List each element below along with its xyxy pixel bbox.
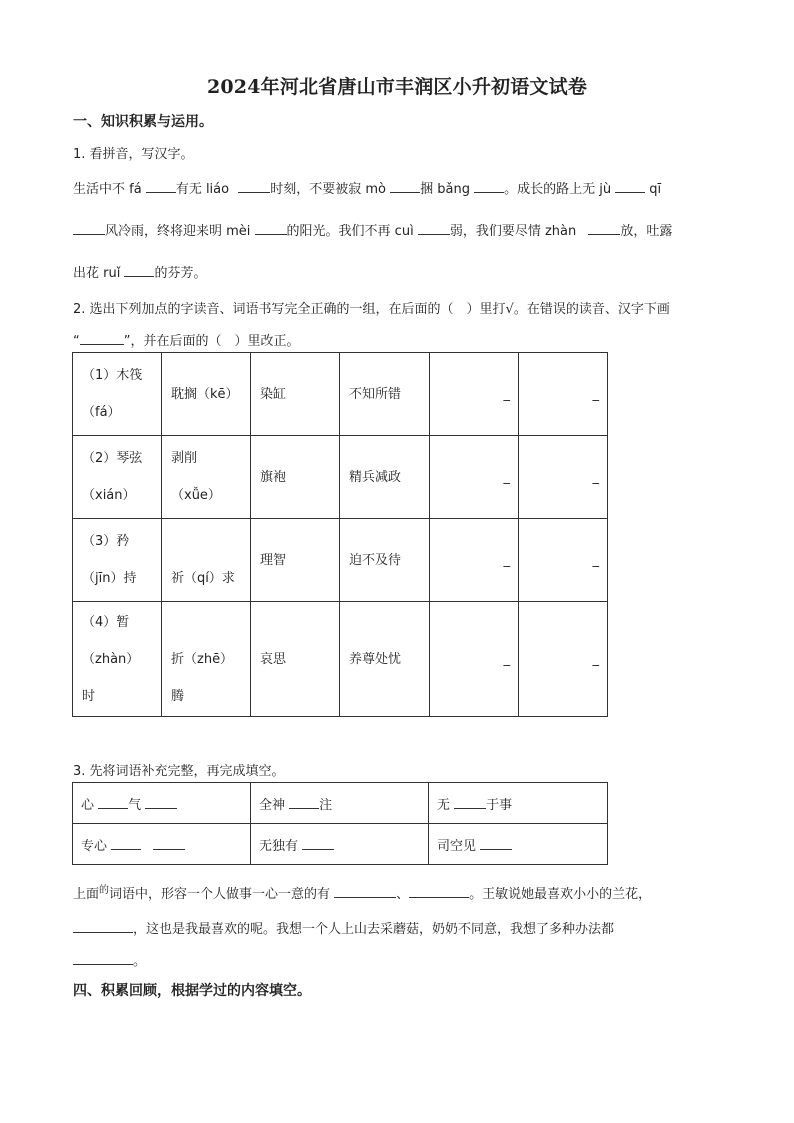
text-segment: 放，吐露 — [620, 224, 673, 239]
question-3-paragraph-line-3: 。 — [73, 950, 146, 969]
question-2-table — [72, 352, 608, 717]
idiom-cell: 全神 注 — [251, 783, 429, 824]
table-cell: 染缸 — [251, 353, 340, 436]
answer-blank[interactable] — [302, 837, 334, 850]
text-segment: 生活中不 fá — [73, 182, 146, 197]
idiom-cell: 心 气 — [73, 783, 251, 824]
idiom-cell: 司空见 — [429, 824, 608, 865]
idiom-cell: 无 于事 — [429, 783, 608, 824]
table-row — [73, 519, 608, 602]
answer-cell[interactable]: _ — [430, 436, 519, 519]
answer-blank[interactable] — [474, 180, 504, 193]
answer-blank[interactable] — [588, 222, 620, 235]
table-row — [73, 436, 608, 519]
table-cell: 旗袍 — [251, 436, 340, 519]
table-cell: 折（zhē） 腾 — [162, 602, 251, 717]
question-1-heading: 1. 看拼音，写汉字。 — [73, 147, 194, 162]
answer-blank[interactable] — [289, 796, 319, 809]
table-cell: 迫不及待 — [340, 519, 430, 602]
table-cell: （4）暂 （zhàn） 时 — [73, 602, 162, 717]
answer-blank[interactable] — [145, 796, 177, 809]
table-row — [73, 353, 608, 436]
text-segment: 时刻，不要被寂 mò — [270, 182, 391, 197]
text-segment: qī — [649, 182, 662, 197]
quote-open: “ — [73, 334, 80, 349]
table-row — [73, 824, 608, 865]
section-heading-4: 四、积累回顾，根据学过的内容填空。 — [73, 983, 311, 999]
answer-blank[interactable] — [409, 885, 469, 898]
question-1-line-3 — [73, 264, 206, 280]
text-segment: 。成长的路上无 jù — [504, 182, 616, 197]
question-1-line-2 — [73, 222, 672, 238]
answer-cell[interactable]: _ — [430, 602, 519, 717]
idiom-cell: 专心 — [73, 824, 251, 865]
question-3-paragraph-line-1: 上面$^的$词语中，形容一个人做事一心一意的有 、 。王敏说她最喜欢小小的兰花， — [73, 885, 652, 902]
text-segment: 弱，我们要尽情 zhàn — [449, 224, 581, 239]
answer-blank[interactable] — [153, 837, 185, 850]
table-cell: （2）琴弦 （xián） — [73, 436, 162, 519]
question-2-heading-line-2 — [73, 330, 300, 349]
underline-sample — [80, 332, 124, 345]
answer-blank[interactable] — [73, 222, 105, 235]
text-segment: 风冷雨，终将迎来明 mèi — [105, 224, 255, 239]
answer-cell[interactable]: _ — [519, 602, 608, 717]
answer-blank[interactable] — [418, 222, 450, 235]
answer-cell[interactable]: _ — [519, 353, 608, 436]
text-segment: 有无 liáo — [175, 182, 234, 197]
answer-cell[interactable]: _ — [430, 353, 519, 436]
answer-blank[interactable] — [73, 952, 133, 965]
table-cell: 剥削 （xǚe） — [162, 436, 251, 519]
answer-blank[interactable] — [480, 837, 512, 850]
answer-blank[interactable] — [238, 180, 270, 193]
question-3-heading: 3. 先将词语补充完整，再完成填空。 — [73, 764, 285, 779]
page-title: 2024年河北省唐山市丰润区小升初语文试卷 — [206, 76, 588, 98]
answer-blank[interactable] — [454, 796, 486, 809]
answer-blank[interactable] — [334, 885, 396, 898]
answer-blank[interactable] — [146, 180, 176, 193]
idiom-cell: 无独有 — [251, 824, 429, 865]
text-segment: 的芬芳。 — [154, 266, 207, 281]
table-cell: 养尊处忧 — [340, 602, 430, 717]
table-cell: 理智 — [251, 519, 340, 602]
answer-cell[interactable]: _ — [519, 436, 608, 519]
answer-blank[interactable] — [111, 837, 141, 850]
table-cell: （3）矜 （jīn）持 — [73, 519, 162, 602]
table-cell: 哀思 — [251, 602, 340, 717]
table-row — [73, 783, 608, 824]
question-3-paragraph-line-2: ，这也是我最喜欢的呢。我想一个人上山去采蘑菇，奶奶不同意，我想了多种办法都 — [73, 918, 614, 937]
table-cell: 精兵减政 — [340, 436, 430, 519]
question-2-heading-line-1: 2. 选出下列加点的字读音、词语书写完全正确的一组，在后面的（ ）里打√。在错误的读音、汉字下画 — [73, 302, 670, 317]
answer-blank[interactable] — [73, 920, 133, 933]
table-cell: 不知所错 — [340, 353, 430, 436]
text-segment: ”，并在后面的（ ）里改正。 — [123, 334, 300, 349]
answer-blank[interactable] — [98, 796, 128, 809]
table-cell: 耽搁（kē） — [162, 353, 251, 436]
table-row — [73, 602, 608, 717]
question-1-line-1 — [73, 180, 661, 196]
answer-cell[interactable]: _ — [519, 519, 608, 602]
table-cell: 祈（qí）求 — [162, 519, 251, 602]
answer-blank[interactable] — [390, 180, 420, 193]
text-segment: 的阳光。我们不再 cuì — [286, 224, 418, 239]
text-segment: 出花 ruǐ — [73, 266, 125, 281]
section-heading-1: 一、知识积累与运用。 — [73, 114, 213, 130]
table-cell: （1）木筏 （fá） — [73, 353, 162, 436]
answer-blank[interactable] — [615, 180, 645, 193]
answer-blank[interactable] — [255, 222, 287, 235]
answer-cell[interactable]: _ — [430, 519, 519, 602]
text-segment: 捆 bǎng — [420, 182, 475, 197]
question-3-table — [72, 782, 608, 865]
answer-blank[interactable] — [124, 264, 154, 277]
